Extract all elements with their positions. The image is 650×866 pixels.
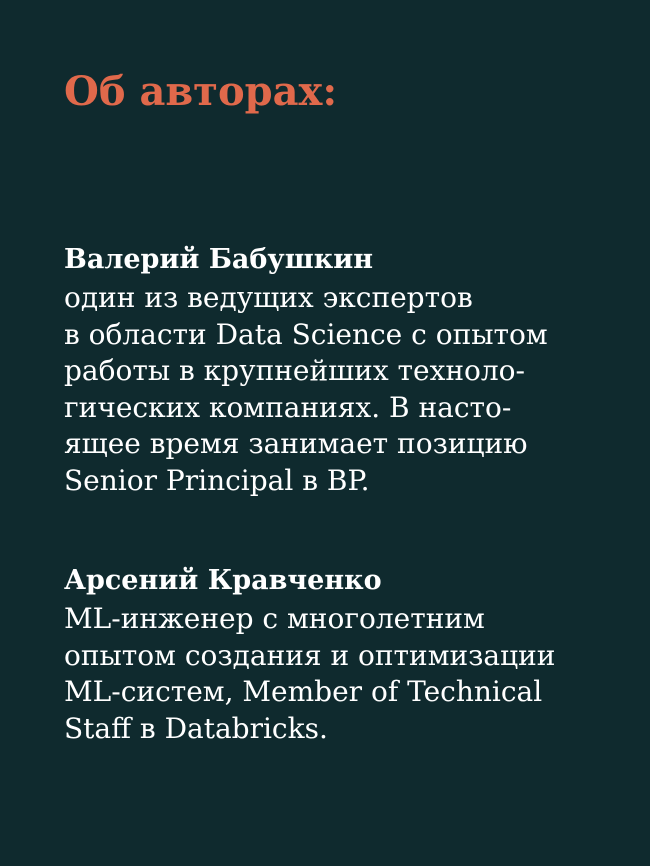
page-heading: Об авторах: bbox=[64, 68, 338, 115]
author-block-babushkin bbox=[64, 240, 624, 499]
author-block-kravchenko bbox=[64, 561, 624, 747]
author-bio bbox=[64, 601, 624, 747]
bio-line: в области Data Science с опытом bbox=[64, 317, 548, 351]
bio-line: ML-систем, Member of Technical bbox=[64, 675, 543, 708]
author-name: Арсений Кравченко bbox=[64, 565, 382, 596]
bio-line: ML-инженер с многолетним bbox=[64, 602, 485, 635]
author-bio bbox=[64, 280, 624, 499]
bio-line: один из ведущих экспертов bbox=[64, 281, 473, 314]
bio-line: опытом создания и оптимизации bbox=[64, 638, 556, 672]
bio-line: гических компаниях. В насто- bbox=[64, 390, 512, 424]
bio-line: работы в крупнейших техноло- bbox=[64, 354, 525, 387]
author-name: Валерий Бабушкин bbox=[64, 244, 374, 275]
bio-line: ящее время занимает позицию bbox=[64, 427, 528, 460]
bio-line: Senior Principal в BP. bbox=[64, 463, 370, 497]
bio-line: Staff в Databricks. bbox=[64, 711, 328, 745]
